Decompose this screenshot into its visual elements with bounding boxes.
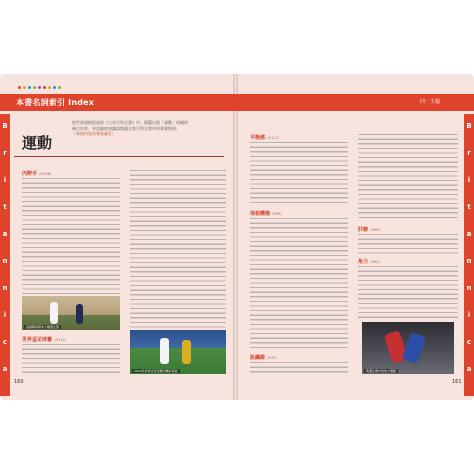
entry-title (22, 336, 68, 343)
side-tab-letter: c (2, 338, 8, 346)
entry-ref: （P.95） (270, 212, 285, 216)
entry-ref: （P.69） (368, 228, 383, 232)
color-dot (28, 86, 31, 89)
color-dot (53, 86, 56, 89)
entry-title (250, 134, 281, 141)
page-number: 160 (14, 379, 24, 385)
intro-line: 條目內容。更詳細的知識請閱讀全套百科全書中的專業資料。 (72, 125, 180, 131)
entry-body-text (358, 266, 458, 318)
color-dot (58, 86, 61, 89)
index-title: 本書名詞索引 Index (16, 98, 95, 107)
color-dot (48, 86, 51, 89)
photo-caption: 美國職業棒球大聯盟比賽 (26, 325, 60, 329)
side-tab-letter: B (466, 122, 472, 130)
intro-text (72, 120, 222, 137)
side-tab-letter: B (2, 122, 8, 130)
side-tab-letter: i (467, 311, 471, 319)
side-tab-letter: c (466, 338, 472, 346)
entry-body-text (358, 134, 458, 218)
side-tab-letter: r (3, 149, 7, 157)
entry-name: 內野手 (22, 171, 38, 177)
entry-name: 肝糖 (358, 227, 369, 233)
entry-name: 地板體操 (250, 211, 271, 217)
color-dot (33, 86, 36, 89)
left-side-tab (0, 114, 10, 396)
side-tab-letter: n (466, 257, 472, 265)
right-side-tab (464, 114, 474, 396)
entry-title (358, 258, 382, 265)
entry-title (250, 210, 284, 217)
entry-body-text (130, 170, 226, 328)
side-tab-letter: a (466, 230, 472, 238)
entry-body-text (22, 178, 120, 294)
page-number: 161 (452, 379, 462, 385)
entry-body-text (250, 218, 348, 350)
color-dot (43, 86, 46, 89)
side-tab-letter: t (467, 203, 471, 211)
wrestling-photo (362, 322, 454, 374)
side-tab-letter: r (467, 149, 471, 157)
entry-ref: （P.117） (265, 136, 282, 140)
side-tab-letter: n (2, 257, 8, 265)
section-heading: 運動 (22, 134, 53, 152)
header-right-label: 同一主題 (420, 99, 441, 105)
side-tab-letter: n (466, 284, 472, 292)
entry-name: 平衡感 (250, 135, 266, 141)
heading-rule (14, 156, 224, 157)
book-spine (233, 74, 238, 400)
side-tab-letter: a (2, 230, 8, 238)
entry-body-text (250, 362, 348, 376)
side-tab-letter: i (3, 176, 7, 184)
entry-ref: （P.47） (265, 356, 280, 360)
photo-caption: 2014年世界盃足球賽的精彩畫面 (134, 369, 178, 373)
side-tab-letter: t (3, 203, 7, 211)
side-tab-letter: a (2, 365, 8, 373)
entry-body-text (22, 344, 120, 376)
entry-title (250, 354, 279, 361)
side-tab-letter: i (467, 176, 471, 184)
intro-line: 從世界規模最高的《大英百科全書》中，精選出與「運動」相關的 (72, 120, 188, 125)
entry-title (358, 226, 382, 233)
side-tab-letter: n (2, 284, 8, 292)
color-dot (38, 86, 41, 89)
entry-body-text (250, 142, 348, 206)
photo-caption: 奧運比賽中的角力運動 (366, 369, 397, 373)
entry-body-text (358, 234, 458, 256)
soccer-photo (130, 330, 226, 374)
entry-ref: （P.108） (37, 172, 54, 176)
entry-name: 世界盃足球賽 (22, 337, 53, 343)
entry-name: 肌纖維 (250, 355, 266, 361)
entry-ref: （P.62） (368, 260, 383, 264)
entry-name: 角力 (358, 259, 369, 265)
baseball-photo (22, 296, 120, 330)
color-dot (18, 86, 21, 89)
color-dot (23, 86, 26, 89)
entry-title (22, 170, 53, 177)
side-tab-letter: a (466, 365, 472, 373)
intro-line: （本冊內容由專家審訂） (72, 131, 116, 137)
side-tab-letter: i (3, 311, 7, 319)
entry-ref: （P.112） (52, 338, 69, 342)
book-spread (0, 74, 474, 400)
